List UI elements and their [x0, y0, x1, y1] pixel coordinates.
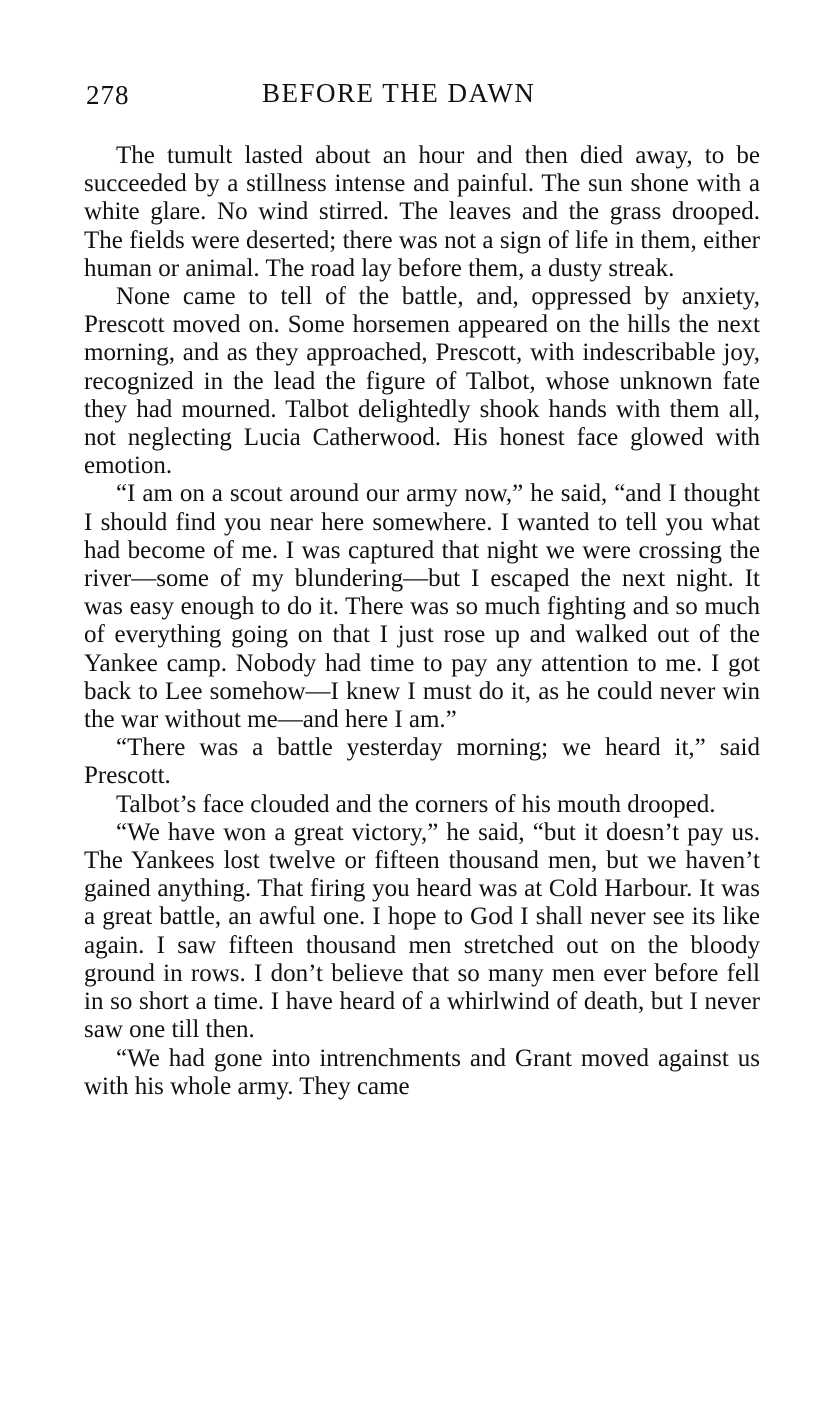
page-header [86, 74, 760, 114]
paragraph: “We have won a great victory,” he said, “but it doesn’t pay us. The Yankees lost twelve or fifteen thousand men, but we haven’t gained anything. That firing you heard was at Cold Harbour. It was a great battle, an awful one. I hope to God I shall never see its like again. I saw fifteen thousand men stretched out on the bloody ground in rows. I don’t believe that so many men ever before fell in so short a time. I have heard of a whirlwind of death, but I never saw one till then. [84, 818, 760, 1044]
paragraph: Talbot’s face clouded and the corners of his mouth drooped. [116, 790, 716, 818]
paragraph: “We had gone into intrenchments and Grant moved against us with his whole army. They came [84, 1044, 760, 1100]
paragraph: None came to tell of the battle, and, oppressed by anxiety, Prescott moved on. Some horsemen appeared on the hills the next morning, and as they approached, Prescott, with indescribable joy, recognized in the lead the figure of Talbot, whose unknown fate they had mourned. Talbot delightedly shook hands with them all, not neglecting Lucia Catherwood. His honest face glowed with emotion. [84, 283, 760, 480]
paragraph: “There was a battle yesterday morning; we heard it,” said Prescott. [84, 734, 760, 790]
body-text [84, 142, 760, 1101]
paragraph: “I am on a scout around our army now,” he said, “and I thought I should find you near here somewhere. I wanted to tell you what had become of me. I was captured that night we were crossing the river—some of my blundering—but I escaped the next night. It was easy enough to do it. There was so much fighting and so much of everything going on that I just rose up and walked out of the Yankee camp. Nobody had time to pay any attention to me. I got back to Lee somehow—I knew I must do it, as he could never win the war without me—and here I am.” [84, 480, 760, 734]
running-title: BEFORE THE DAWN [262, 78, 536, 108]
page-number: 278 [86, 80, 130, 110]
paragraph: The tumult lasted about an hour and then died away, to be succeeded by a stillness intense and painful. The sun shone with a white glare. No wind stirred. The leaves and the grass drooped. The fields were deserted; there was not a sign of life in them, either human or animal. The road lay before them, a dusty streak. [84, 142, 760, 282]
